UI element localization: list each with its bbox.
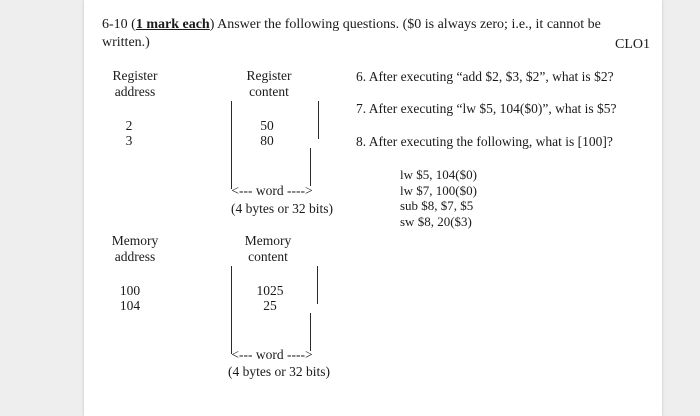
header-prefix: 6-10 ( <box>102 17 136 32</box>
register-right-line-upper <box>318 101 319 139</box>
register-address-label: Register address <box>112 68 158 99</box>
memory-content-25: 25 <box>263 298 277 313</box>
code-line: sub $8, $7, $5 <box>400 198 474 213</box>
mark-each-label: 1 mark each <box>135 17 210 32</box>
clo-label: CLO1 <box>615 37 650 52</box>
question-header <box>102 17 601 33</box>
header-text: ) Answer the following questions. ($0 is always zero; i.e., it cannot be <box>209 17 601 32</box>
question-7: 7. After executing “lw $5, 104($0)”, what is $5? <box>356 101 617 116</box>
memory-address-104: 104 <box>119 298 141 313</box>
register-word-arrow: <--- word ----> <box>231 183 313 198</box>
code-listing <box>400 167 477 229</box>
memory-content-label: Memory content <box>244 233 292 264</box>
memory-right-line-upper <box>317 266 318 304</box>
memory-content-1025: 1025 <box>256 283 284 298</box>
register-address-3: 3 <box>125 133 133 148</box>
question-page <box>84 0 662 416</box>
register-content-label: Register content <box>246 68 292 99</box>
question-6: 6. After executing “add $2, $3, $2”, what is $2? <box>356 69 614 84</box>
register-bytes-note: (4 bytes or 32 bits) <box>231 201 333 216</box>
header-line-2: written.) <box>102 35 150 50</box>
register-address-2: 2 <box>125 118 133 133</box>
memory-word-arrow: <--- word ----> <box>231 347 313 362</box>
memory-bytes-note: (4 bytes or 32 bits) <box>228 364 330 379</box>
code-line: lw $7, 100($0) <box>400 182 477 198</box>
register-left-line <box>231 101 232 189</box>
memory-right-line-lower <box>310 313 311 351</box>
register-content-50: 50 <box>260 118 274 133</box>
memory-left-line <box>231 266 232 354</box>
code-line: sw $8, 20($3) <box>400 213 472 229</box>
code-line: lw $5, 104($0) <box>400 167 477 182</box>
register-right-line-lower <box>310 148 311 186</box>
question-8: 8. After executing the following, what is [100]? <box>356 134 613 149</box>
register-content-80: 80 <box>260 133 274 148</box>
memory-address-label: Memory address <box>111 233 159 264</box>
memory-address-100: 100 <box>119 283 141 298</box>
